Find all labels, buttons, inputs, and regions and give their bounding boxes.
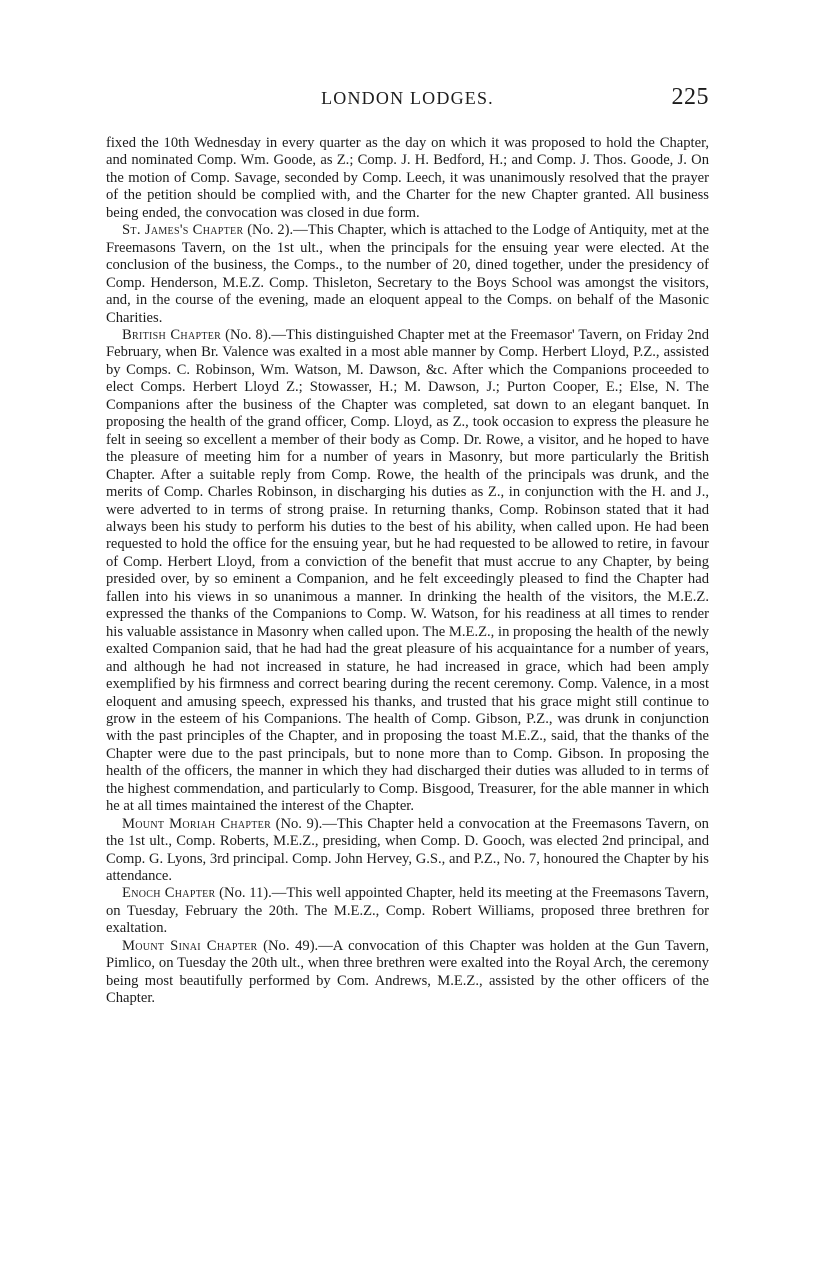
running-title: LONDON LODGES. [321, 88, 494, 108]
article-body [106, 135, 709, 1008]
paragraph-text: fixed the 10th Wednesday in every quarter as the day on which it was proposed to hold the Chapter, and nominated Comp. Wm. Goode, as Z.; Comp. J. H. Bedford, H.; and Comp. J. Thos. Goode, J. On the motion of Comp. Savage, seconded by Comp. Leech, it was unanimously resolved that the prayer of the petition should be complied with, and the Charter for the new Chapter granted. All business being ended, the convocation was closed in due form. [106, 135, 709, 221]
chapter-heading: British Chapter [122, 326, 222, 343]
paragraph-mount-moriah-chapter [106, 816, 709, 886]
paragraph-st-james-chapter [106, 222, 709, 327]
paragraph-text: (No. 2).—This Chapter, which is attached to the Lodge of Antiquity, met at the Freemasons Tavern, on the 1st ult., when the principals for the ensuing year were elected. At the conclusion of the business, the Comps., to the number of 20, dined together, under the presidency of Comp. Henderson, M.E.Z. Comp. Thisleton, Secretary to the Boys School was amongst the visitors, and, in the course of the evening, made an eloquent appeal to the Comps. on behalf of the Masonic Charities. [106, 222, 709, 326]
paragraph-text: (No. 11).—This well appointed Chapter, held its meeting at the Freemasons Tavern, on Tuesday, February the 20th. The M.E.Z., Comp. Robert Williams, proposed three brethren for exaltation. [106, 885, 709, 937]
paragraph-mount-sinai-chapter [106, 938, 709, 1008]
page-header [106, 84, 709, 114]
paragraph-text: (No. 9).—This Chapter held a convocation at the Freemasons Tavern, on the 1st ult., Comp. Roberts, M.E.Z., presiding, when Comp. D. Gooch, was elected 2nd principal, and Comp. G. Lyons, 3rd principal. Comp. John Hervey, G.S., and P.Z., No. 7, honoured the Chapter by his attendance. [106, 815, 709, 885]
paragraph-british-chapter [106, 327, 709, 816]
paragraph-continuation [106, 135, 709, 222]
page-number: 225 [671, 84, 709, 110]
paragraph-text: (No. 49).—A convocation of this Chapter was holden at the Gun Tavern, Pimlico, on Tuesday the 20th ult., when three brethren were exalted into the Royal Arch, the ceremony being most beautifully performed by Com. Andrews, M.E.Z., assisted by the other officers of the Chapter. [106, 937, 710, 1007]
paragraph-enoch-chapter [106, 885, 709, 937]
paragraph-text: (No. 8).—This distinguished Chapter met at the Freemasor' Tavern, on Friday 2nd February, when Br. Valence was exalted in a most able manner by Comp. Herbert Lloyd, P.Z., assisted by Comps. C. Robinson, Wm. Watson, M. Dawson, &c. After which the Companions proceeded to elect Comps. Herbert Lloyd Z.; Stowasser, H.; M. Dawson, J.; Purton Cooper, E.; Else, N. The Companions after the business of the Chapter was completed, sat down to an elegant banquet. In proposing the health of the grand officer, Comp. Lloyd, as Z., took occasion to express the pleasure he felt in seeing so excellent a member of their body as Comp. Dr. Rowe, a visitor, and he hoped to have the pleasure of meeting him for a number of years in Masonry, but more particularly the British Chapter. After a suitable reply from Comp. Rowe, the health of the principals was drunk, and the merits of Comp. Charles Robinson, in discharging his duties as Z., in conjunction with the H. and J., were adverted to in terms of strong praise. In returning thanks, Comp. Robinson stated that it had always been his study to perform his duties to the best of his ability, when called upon. He had been requested to hold the office for the ensuing year, but he had requested to be allowed to retire, in favour of Comp. Herbert Lloyd, from a conviction of the benefit that must accrue to any Chapter, by being presided over, by so eminent a Companion, and he felt exceedingly pleased to find the Chapter had fallen into his views in so unanimous a manner. In drinking the health of the visitors, the M.E.Z. expressed the thanks of the Companions to Comp. W. Watson, for his readiness at all times to render his valuable assistance in Masonry when called upon. The M.E.Z., in proposing the health of the newly exalted Companion said, that he had had the great pleasure of his acquaintance for a number of years, and although he had not increased in stature, he had increased in grace, which had been amply exemplified by his firmness and correct bearing during the recent ceremony. Comp. Valence, in a most eloquent and amusing speech, expressed his thanks, and trusted that his grace might still continue to grow in the esteem of his Companions. The health of Comp. Gibson, P.Z., was drunk in conjunction with the past principles of the Chapter, and in proposing the toast M.E.Z., said, that the thanks of the Chapter were due to the past principals, but to none more than to Comp. Gibson. In proposing the health of the officers, the manner in which they had discharged their duties was alluded to in terms of the highest commendation, and particularly to Comp. Bisgood, Treasurer, for the able manner in which he at all times maintained the interest of the Chapter. [106, 326, 710, 815]
chapter-heading: Mount Sinai Chapter [122, 937, 258, 954]
chapter-heading: Mount Moriah Chapter [122, 815, 272, 832]
chapter-heading: St. James's Chapter [122, 222, 244, 239]
chapter-heading: Enoch Chapter [122, 885, 216, 902]
